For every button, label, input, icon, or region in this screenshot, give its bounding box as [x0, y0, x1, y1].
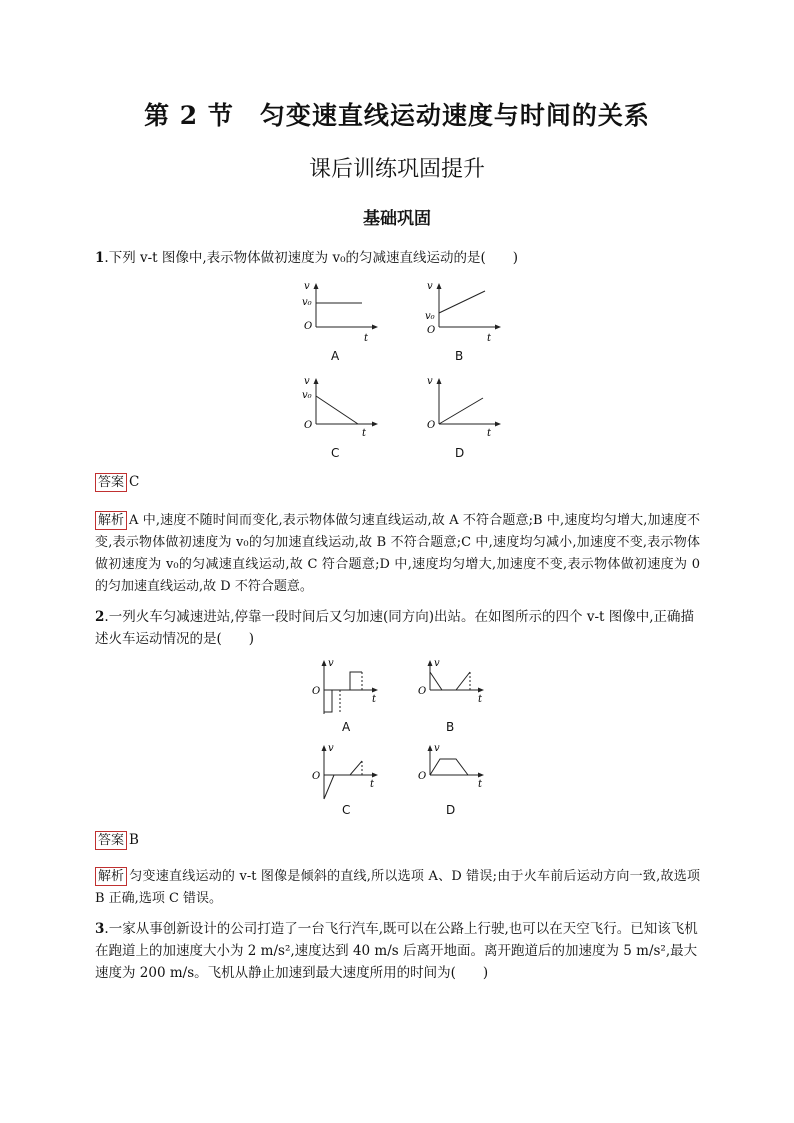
q1-graph-d — [423, 378, 503, 438]
q1-label-d: D — [455, 446, 465, 460]
q1-d-axis-v: v — [427, 376, 433, 387]
q1-label-c: C — [331, 446, 340, 460]
q2-d-axis-v: v — [434, 743, 440, 754]
q1-answer — [95, 473, 139, 492]
q1-b-axis-t: t — [487, 333, 492, 344]
q1-answer-value: C — [129, 474, 140, 490]
q2-d-origin: O — [418, 771, 427, 782]
question-1-text: .下列 v-t 图像中,表示物体做初速度为 v₀的匀减速直线运动的是( ) — [104, 250, 519, 266]
q1-graph-c — [300, 378, 380, 438]
q1-graph-a — [300, 283, 380, 343]
q2-graph-b — [418, 660, 488, 720]
q1-a-v0: v₀ — [302, 297, 312, 308]
question-2-text: .一列火车匀减速进站,停靠一段时间后又匀加速(同方向)出站。在如图所示的四个 v-t 图像中,正确描述火车运动情况的是( ) — [95, 609, 695, 647]
q1-analysis — [95, 510, 700, 598]
analysis-tag: 解析 — [95, 511, 127, 530]
q1-c-origin: O — [304, 420, 313, 431]
question-2-number: 2 — [95, 609, 105, 625]
q2-a-axis-t: t — [372, 694, 377, 705]
q2-d-axis-t: t — [478, 779, 483, 790]
q1-label-b: B — [455, 349, 464, 363]
q2-b-origin: O — [418, 686, 427, 697]
q2-graph-d — [418, 745, 488, 805]
q1-graph-b — [423, 283, 503, 343]
answer-tag: 答案 — [95, 831, 127, 850]
section-heading: 基础巩固 — [363, 209, 431, 229]
q2-c-origin: O — [312, 771, 321, 782]
q1-a-axis-t: t — [364, 333, 369, 344]
q1-analysis-text: A 中,速度不随时间而变化,表示物体做匀速直线运动,故 A 不符合题意;B 中,速度均匀增大,加速度不变,表示物体做初速度为 v₀的匀加速直线运动,故 B 不符合题意;C 中,速度均匀减小,加速度不变,表示物体做初速度为 v₀的匀减速直线运动,故 C 符合题意;D 中,速度均匀增大,加速度不变,表示物体做初速度为 0 的匀加速直线运动,故 D 不符合题意。 — [95, 513, 700, 594]
page-subtitle: 课后训练巩固提升 — [308, 157, 485, 182]
page-title: 第 2 节 匀变速直线运动速度与时间的关系 — [144, 101, 650, 130]
answer-tag: 答案 — [95, 473, 127, 492]
question-3 — [95, 918, 700, 984]
q1-a-axis-v: v — [304, 281, 310, 292]
q1-label-a: A — [331, 349, 340, 363]
question-1-number: 1 — [95, 250, 105, 266]
q2-analysis — [95, 866, 700, 910]
question-1 — [95, 247, 700, 269]
q2-label-b: B — [446, 720, 455, 734]
q2-graph-a — [312, 660, 382, 720]
q2-c-axis-t: t — [370, 779, 375, 790]
question-3-text: .一家从事创新设计的公司打造了一台飞行汽车,既可以在公路上行驶,也可以在天空飞行。已知该飞机在跑道上的加速度大小为 2 m/s²,速度达到 40 m/s 后离开地面。离开跑道后的加速度为 5 m/s²,最大速度为 200 m/s。飞机从静止加速到最大速度所用的时间为( ) — [95, 921, 698, 981]
q1-c-axis-t: t — [362, 428, 367, 439]
q2-a-origin: O — [312, 686, 321, 697]
q2-answer-value: B — [129, 832, 139, 848]
q1-b-origin: O — [427, 325, 436, 336]
q2-label-a: A — [342, 720, 351, 734]
q1-b-axis-v: v — [427, 281, 433, 292]
q2-c-axis-v: v — [328, 743, 334, 754]
q1-d-axis-t: t — [487, 428, 492, 439]
q1-b-v0: v₀ — [425, 311, 435, 322]
q2-b-axis-t: t — [478, 694, 483, 705]
q2-graph-c — [312, 745, 382, 805]
question-3-number: 3 — [95, 921, 105, 937]
q2-answer — [95, 831, 139, 850]
q1-c-v0: v₀ — [302, 390, 312, 401]
q2-b-axis-v: v — [434, 658, 440, 669]
q1-a-origin: O — [304, 321, 313, 332]
question-2 — [95, 606, 700, 650]
q1-d-origin: O — [427, 420, 436, 431]
q2-analysis-text: 匀变速直线运动的 v-t 图像是倾斜的直线,所以选项 A、D 错误;由于火车前后运动方向一致,故选项 B 正确,选项 C 错误。 — [95, 869, 700, 906]
analysis-tag: 解析 — [95, 867, 127, 886]
q2-label-d: D — [446, 803, 456, 817]
q2-label-c: C — [342, 803, 351, 817]
q2-a-axis-v: v — [328, 658, 334, 669]
q1-c-axis-v: v — [304, 376, 310, 387]
